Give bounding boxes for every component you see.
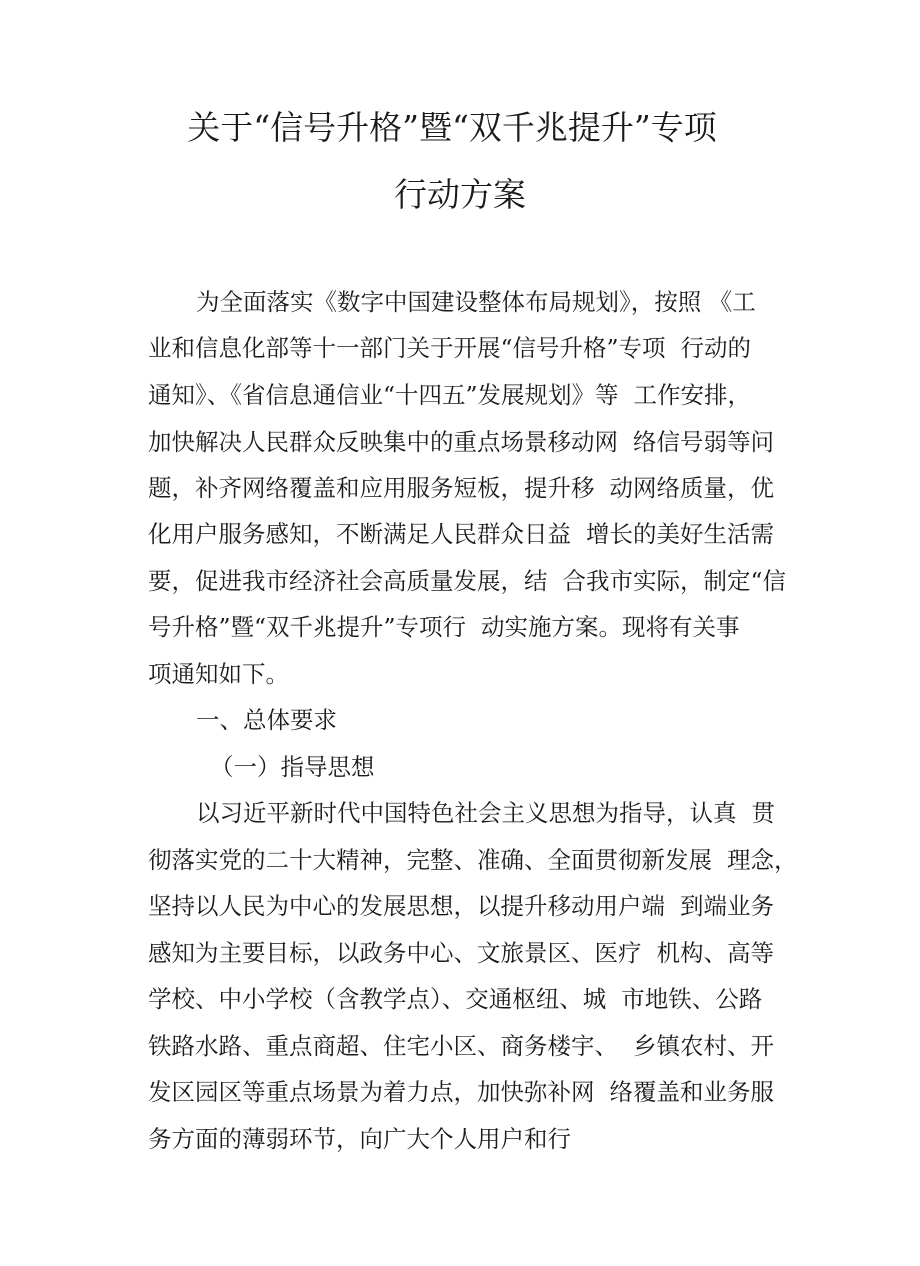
document-title-line-2: 行动方案 (394, 175, 526, 214)
paragraph-line: 务方面的薄弱环节，向广大个人用户和行 (148, 1125, 571, 1153)
paragraph-line: 学校、中小学校（含教学点）、交通枢纽、城 市地铁、公路 (148, 985, 763, 1013)
paragraph-line: 铁路水路、重点商超、住宅小区、商务楼宇、 乡镇农村、开 (148, 1032, 774, 1060)
document-title-line-1: 关于“信号升格”暨“双千兆提升”专项 (187, 108, 717, 147)
paragraph-line: 为全面落实《数字中国建设整体布局规划》，按照 《工 (196, 288, 756, 316)
section-heading: 一、总体要求 (196, 706, 337, 734)
subsection-heading: （一）指导思想 (210, 753, 375, 781)
paragraph-line: 发区园区等重点场景为着力点，加快弥补网 络覆盖和业务服 (148, 1078, 774, 1106)
paragraph-line: 彻落实党的二十大精神，完整、准确、全面贯彻新发展 理念， (148, 846, 798, 874)
paragraph-line: 加快解决人民群众反映集中的重点场景移动网 络信号弱等问 (148, 428, 774, 456)
paragraph-line: 项通知如下。 (148, 660, 289, 688)
paragraph-line: 感知为主要目标，以政务中心、文旅景区、医疗 机构、高等 (148, 939, 774, 967)
paragraph-line: 业和信息化部等十一部门关于开展“信号升格”专项 行动的 (148, 334, 751, 362)
paragraph-line: 坚持以人民为中心的发展思想，以提升移动用户端 到端业务 (148, 892, 774, 920)
paragraph-line: 号升格”暨“双千兆提升”专项行 动实施方案。现将有关事 (148, 613, 740, 641)
paragraph-line: 以习近平新时代中国特色社会主义思想为指导，认真 贯 (196, 799, 775, 827)
paragraph-line: 化用户服务感知，不断满足人民群众日益 增长的美好生活需 (148, 520, 774, 548)
paragraph-line: 题，补齐网络覆盖和应用服务短板，提升移 动网络质量，优 (148, 474, 774, 502)
paragraph-line: 要，促进我市经济社会高质量发展，结 合我市实际，制定“信 (148, 567, 786, 595)
paragraph-line: 通知》、《省信息通信业“十四五”发展规划》等 工作安排， (148, 381, 751, 409)
